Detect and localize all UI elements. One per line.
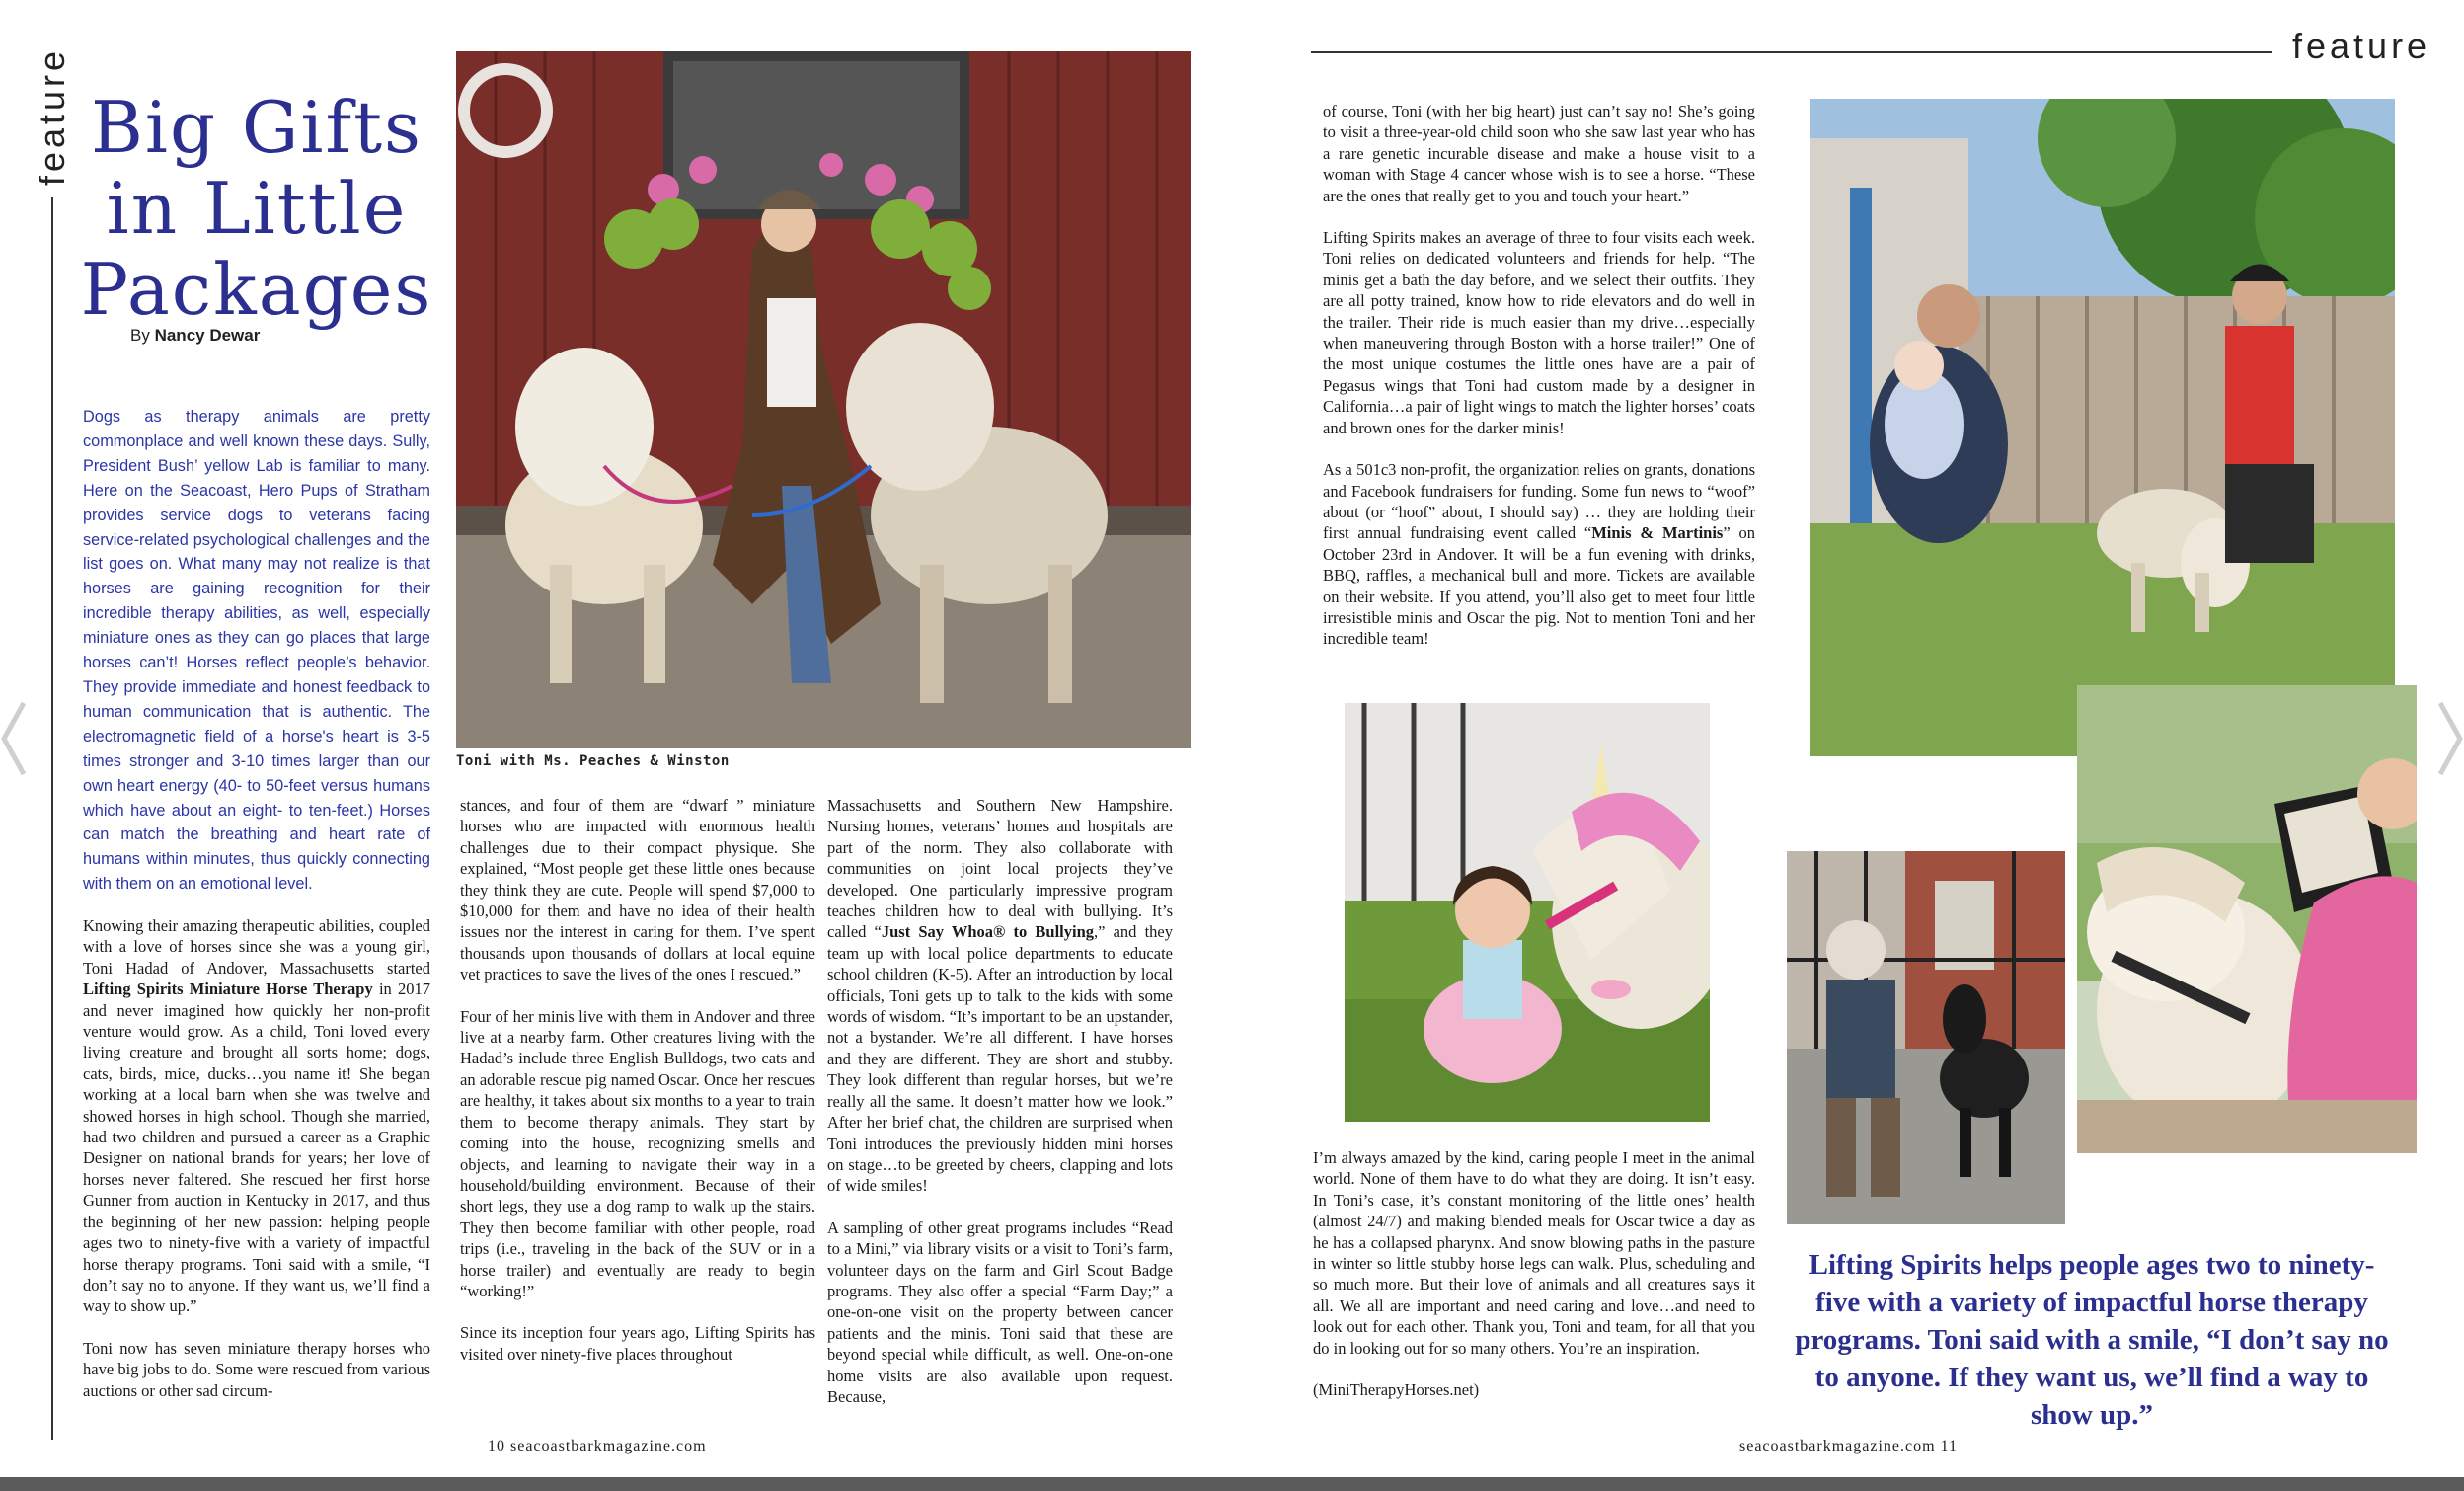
photo-girl-reading-to-mini [2077, 685, 2417, 1153]
page-footer-right: seacoastbarkmagazine.com 11 [1739, 1438, 1958, 1454]
program-name-bold: Just Say Whoa® to Bullying [881, 922, 1095, 942]
paragraph: Four of her minis live with them in Andover and three live at a nearby farm. Other creatures living with the Hadad’s include three English Bulldogs, two cats and an adorable rescue pig named Oscar. Once her rescues are healthy, it takes about six months to a year to train them to become therapy animals. They start by coming into the house, recognizing smells and objects, and learning to navigate their way in a household/building environment. Because of their short legs, they use a dog ramp to walk up the stairs. They then become familiar with other people, road trips (i.e., traveling in the back of the SUV or in a horse trailer) and eventually are ready to begin “working!” [460, 1006, 815, 1300]
article-column-3 [827, 795, 1173, 1428]
byline [130, 326, 260, 346]
paragraph: of course, Toni (with her big heart) just can’t say no! She’s going to visit a three-year-old child soon who she saw last year who has a rare genetic incurable disease and make a house visit to a woman with Stage 4 cancer whose wish is to see a horse. “These are the ones that really get to you and touch your heart.” [1323, 102, 1755, 205]
photo-caption: Toni with Ms. Peaches & Winston [456, 753, 730, 769]
paragraph: Since its inception four years ago, Lifting Spirits has visited over ninety-five places throughout [460, 1323, 815, 1364]
section-label-top: feature [2292, 26, 2431, 66]
viewer-bottom-bar [0, 1477, 2464, 1491]
intro-paragraph: Dogs as therapy animals are pretty commonplace and well known these days. Sully, President Bush’ yellow Lab is familiar to many. Here on the Seacoast, Hero Pups of Stratham provides service dogs to veterans facing service-related psychological challenges and the list goes on. What many may not realize is that horses are gaining recognition for their incredible therapy abilities, as well, especially miniature ones as they can go places that large horses can’t! Horses reflect people’s behavior. They provide immediate and honest feedback to human communication that is authentic. The electromagnetic field of a horse's heart is 3-5 times stronger and 3-10 times larger than our own heart energy (40- to 50-feet versus humans which have about an eight- to ten-feet.) Horses can match the breathing and heart rate of humans within minutes, thus quickly connecting with them on an emotional level. [83, 408, 430, 894]
title-line: Packages [80, 248, 433, 331]
article-column-2 [460, 795, 815, 1385]
byline-author: Nancy Dewar [154, 326, 261, 345]
photo-toni-with-minis [456, 51, 1191, 748]
article-column-5 [1313, 1147, 1755, 1421]
next-page-button[interactable] [2436, 699, 2464, 778]
website-credit: (MiniTherapyHorses.net) [1313, 1380, 1480, 1400]
pull-quote: Lifting Spirits helps people ages two to ninety-five with a variety of impactful horse therapy programs. Toni said with a smile, “I don’t say no to anyone. If they want us, we’ll find a way to show up.” [1795, 1249, 2389, 1431]
page-footer-left: 10 seacoastbarkmagazine.com [488, 1438, 707, 1454]
event-name-bold: Minis & Martinis [1591, 523, 1724, 543]
org-name-bold: Lifting Spirits Miniature Horse Therapy [83, 980, 373, 999]
byline-prefix: By [130, 326, 150, 345]
article-column-4 [1323, 101, 1755, 670]
photo-elderly-woman-with-mini [1787, 851, 2065, 1224]
top-rule [1311, 51, 2272, 53]
paragraph: Toni now has seven miniature therapy horses who have big jobs to do. Some were rescued from various auctions or other sad circum- [83, 1338, 430, 1400]
paragraph: I’m always amazed by the kind, caring people I meet in the animal world. None of them have to do what they are doing. It isn’t easy. In Toni’s case, it’s constant monitoring of the little ones’ health (almost 24/7) and making blended meals for Oscar twice a day as he has a collapsed pharynx. And snow blowing paths in the pasture in winter so little stubby horse legs can walk. Plus, scheduling and so much more. But their love of animals and all creatures says it all. We all are important and need caring and love…and need to look out for each other. Thank you, Toni and team, for all that you do in looking out for so many others. You’re an inspiration. [1313, 1148, 1755, 1358]
paragraph: Knowing their amazing therapeutic abilities, coupled with a love of horses since she was a young girl, Toni Hadad of Andover, Massachusetts started Lifting Spirits Miniature Horse Therapy in 2017 and never imagined how quickly her non-profit venture would grow. As a child, Toni loved every living creature and brought all sorts home; dogs, cats, birds, mice, ducks…you name it! She began working at a local barn when she was twelve and showed horses in high school. Though she married, had two children and pursued a career as a Graphic Designer on national brands for years; her love of horses never faltered. She rescued her first horse Gunner from auction in Kentucky in 2017, and thus the beginning of her new passion: helping people ages two to ninety-five with a variety of impactful horse therapy programs. Toni said with a smile, “I don’t say no to anyone. If they want us, we’ll find a way to show up.” [83, 916, 430, 1316]
title-line: in Little [106, 167, 408, 250]
chevron-left-icon [0, 699, 28, 778]
vertical-rule [51, 197, 53, 1440]
previous-page-button[interactable] [0, 699, 28, 778]
article-title [69, 87, 444, 330]
photo-toni-with-minis-image [456, 51, 1191, 748]
paragraph: stances, and four of them are “dwarf ” miniature horses who are impacted with enormous health challenges due to their compact physique. She explained, “Most people get these little ones because they think they are cute. People will spend $7,000 to $10,000 for them and have no idea of their health issues nor the interest in caring for them. I’ve spent thousands upon thousands of dollars at local equine vet practices to save the lives of the ones I rescued.” [460, 796, 815, 984]
paragraph: Massachusetts and Southern New Hampshire. Nursing homes, veterans’ homes and hospitals are part of the norm. They also collaborate with communities on joint local projects they’ve developed. One particularly impressive program teaches children how to deal with bullying. It’s called “Just Say Whoa® to Bullying,” and they team up with local police departments to educate school children (K-5). After an introduction by local officials, Toni gets up to talk to the kids with some words of wisdom. “It’s important to be an upstander, not a bystander. We’re all different. I have horses and they are different. They are short and stubby. They look different than regular horses, but we’re really all the same. It doesn’t matter how we look.” After her brief chat, the children are surprised when Toni introduces the previously hidden mini horses on stage…to be greeted by cheers, clapping and lots of wide smiles! [827, 796, 1173, 1196]
chevron-right-icon [2436, 699, 2464, 778]
photo-unicorn-mini-with-child [1345, 703, 1710, 1122]
photo-family-with-mini [1810, 99, 2395, 756]
article-column-1 [83, 915, 430, 1422]
section-label-vertical: feature [32, 46, 72, 187]
paragraph: As a 501c3 non-profit, the organization relies on grants, donations and Facebook fundraisers for funding. Some fun news to “woof” about (or “hoof” about, I should say) … they are holding their first annual fundraising event called “Minis & Martinis” on October 23rd in Andover. It will be a fun evening with drinks, BBQ, raffles, a mechanical bull and more. Tickets are available on their website. If you attend, you’ll also get to meet four little irresistible minis and Oscar the pig. Not to mention Toni and her incredible team! [1323, 460, 1755, 649]
title-line: Big Gifts [91, 86, 423, 169]
paragraph: Lifting Spirits makes an average of three to four visits each week. Toni relies on dedicated volunteers and friends for help. “The minis get a bath the day before, and we select their outfits. They are all potty trained, know how to ride elevators and do well in the trailer. Their ride is much easier than my drive…especially when maneuvering through Boston with a horse trailer!” One of the most unique costumes the little ones have are a pair of Pegasus wings that Toni had custom made by a designer in California…a pair of light wings to match the lighter horses’ coats and brown ones for the darker minis! [1323, 228, 1755, 437]
paragraph: A sampling of other great programs includes “Read to a Mini,” via library visits or a visit to Toni’s farm, volunteer days on the farm and Girl Scout Badge programs. They also offer a special “Farm Day;” a one-on-one visit on the property between cancer patients and the minis. Toni said that these are beyond special while difficult, as well. One-on-one home visits are also available upon request. Because, [827, 1217, 1173, 1406]
